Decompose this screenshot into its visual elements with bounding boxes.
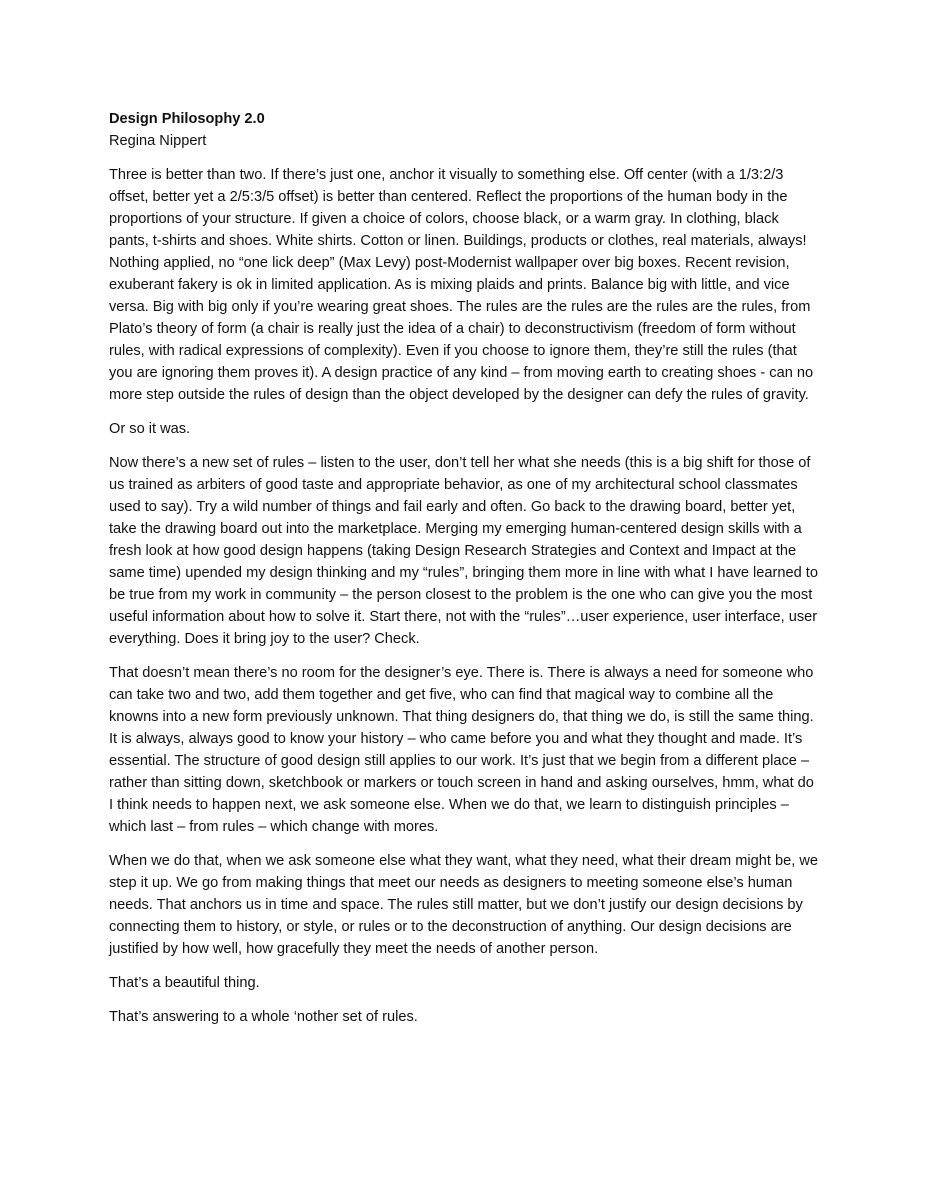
document-title: Design Philosophy 2.0 [109,111,265,127]
paragraph-5: When we do that, when we ask someone else what they want, what they need, what their dream might be, we step it up. We go from making things that meet our needs as designers to meeting someone else’s human needs. That anchors us in time and space. The rules still matter, but we don’t justify our design decisions by connecting them to history, or style, or rules or to the deconstruction of anything. Our design decisions are justified by how well, how gracefully they meet the needs of another person. [109,853,818,957]
document-author: Regina Nippert [109,133,207,149]
paragraph-2: Or so it was. [109,421,191,437]
paragraph-4: That doesn’t mean there’s no room for the designer’s eye. There is. There is always a need for someone who can take two and two, add them together and get five, who can find that magical way to combine all the knowns into a new form previously unknown. That thing designers do, that thing we do, is still the same thing. It is always, always good to know your history – who came before you and what they thought and made. It’s essential. The structure of good design still applies to our work. It’s just that we begin from a different place – rather than sitting down, sketchbook or markers or touch screen in hand and asking ourselves, hmm, what do I think needs to happen next, we ask someone else. When we do that, we learn to distinguish principles – which last – from rules – which change with mores. [109,665,814,835]
paragraph-1: Three is better than two. If there’s just one, anchor it visually to something else. Off center (with a 1/3:2/3 offset, better yet a 2/5:3/5 offset) is better than centered. Reflect the proportions of the human body in the proportions of your structure. If given a choice of colors, choose black, or a warm gray. In clothing, black pants, t-shirts and shoes. White shirts. Cotton or linen. Buildings, products or clothes, real materials, always! Nothing applied, no “one lick deep” (Max Levy) post-Modernist wallpaper over big boxes. Recent revision, exuberant fakery is ok in limited application. As is mixing plaids and prints. Balance big with little, and vice versa. Big with big only if you’re wearing great shoes. The rules are the rules are the rules are the rules, from Plato’s theory of form (a chair is really just the idea of a chair) to deconstructivism (freedom of form without rules, with radical expressions of complexity). Even if you choose to ignore them, they’re still the rules (that you are ignoring them proves it). A design practice of any kind – from moving earth to creating shoes - can no more step outside the rules of design than the object developed by the designer can defy the rules of gravity. [109,167,814,403]
document-page [109,108,821,1040]
paragraph-6: That’s a beautiful thing. [109,975,260,991]
paragraph-3: Now there’s a new set of rules – listen to the user, don’t tell her what she needs (this is a big shift for those of us trained as arbiters of good taste and appropriate behavior, as one of my architectural school classmates used to say). Try a wild number of things and fail early and often. Go back to the drawing board, better yet, take the drawing board out into the marketplace. Merging my emerging human-centered design skills with a fresh look at how good design happens (taking Design Research Strategies and Context and Impact at the same time) upended my design thinking and my “rules”, bringing them more in line with what I have learned to be true from my work in community – the person closest to the problem is the one who can give you the most useful information about how to solve it. Start there, not with the “rules”…user experience, user interface, user everything. Does it bring joy to the user? Check. [109,455,818,647]
paragraph-7: That’s answering to a whole ‘nother set of rules. [109,1009,418,1025]
